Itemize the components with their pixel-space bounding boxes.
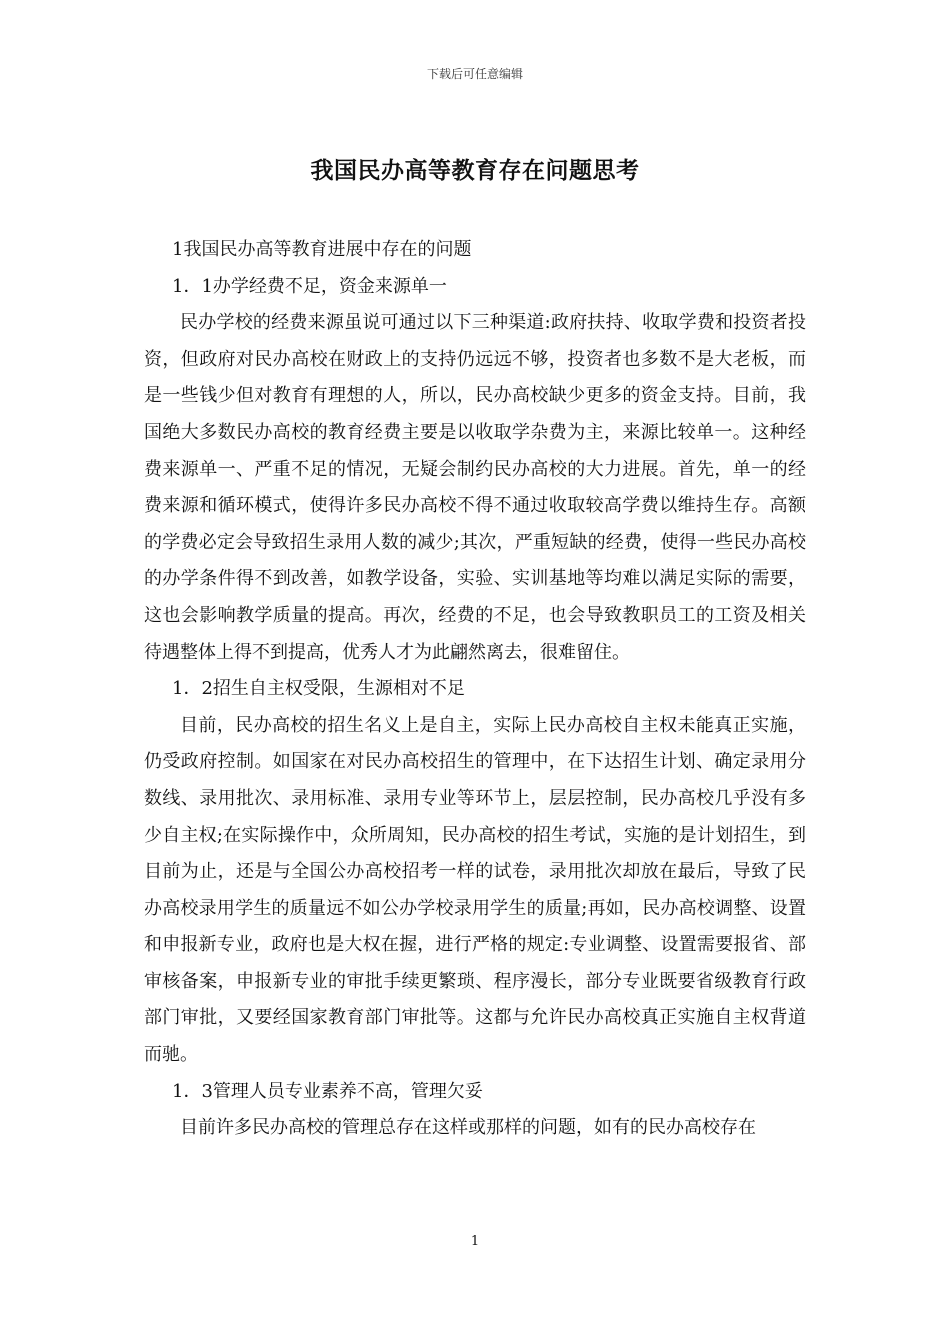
body-paragraph: 民办学校的经费来源虽说可通过以下三种渠道:政府扶持、收取学费和投资者投资，但政府对民办高校在财政上的支持仍远远不够，投资者也多数不是大老板，而是一些钱少但对教育有理想的人，所以，民办高校缺少更多的资金支持。目前，我国绝大多数民办高校的教育经费主要是以收取学杂费为主，来源比较单一。这种经费来源单一、严重不足的情况，无疑会制约民办高校的大力进展。首先，单一的经费来源和循环模式，使得许多民办高校不得不通过收取较高学费以维持生存。高额的学费必定会导致招生录用人数的减少;其次，严重短缺的经费，使得一些民办高校的办学条件得不到改善，如教学设备，实验、实训基地等均难以满足实际的需要，这也会影响教学质量的提高。再次，经费的不足，也会导致教职员工的工资及相关待遇整体上得不到提高，优秀人才为此翩然离去，很难留住。	[144, 312, 806, 663]
document-title: 我国民办高等教育存在问题思考	[310, 157, 640, 184]
header-note: 下载后可任意编辑	[426, 67, 523, 81]
page-number: 1	[470, 1234, 480, 1249]
document-body	[144, 232, 806, 1147]
subsection-heading: 1．1办学经费不足，资金来源单一	[172, 275, 447, 297]
body-paragraph: 目前，民办高校的招生名义上是自主，实际上民办高校自主权未能真正实施，仍受政府控制。如国家在对民办高校招生的管理中，在下达招生计划、确定录用分数线、录用批次、录用标准、录用专业等环节上，层层控制，民办高校几乎没有多少自主权;在实际操作中，众所周知，民办高校的招生考试，实施的是计划招生，到目前为止，还是与全国公办高校招考一样的试卷，录用批次却放在最后，导致了民办高校录用学生的质量远不如公办学校录用学生的质量;再如，民办高校调整、设置和申报新专业，政府也是大权在握，进行严格的规定:专业调整、设置需要报省、部审核备案，申报新专业的审批手续更繁琐、程序漫长，部分专业既要省级教育行政部门审批，又要经国家教育部门审批等。这都与允许民办高校真正实施自主权背道而驰。	[144, 714, 806, 1066]
section-heading: 1我国民办高等教育进展中存在的问题	[172, 239, 472, 260]
body-paragraph: 目前许多民办高校的管理总存在这样或那样的问题，如有的民办高校存在	[180, 1117, 756, 1139]
subsection-heading: 1．2招生自主权受限，生源相对不足	[172, 678, 465, 700]
subsection-heading: 1．3管理人员专业素养不高，管理欠妥	[172, 1080, 483, 1102]
